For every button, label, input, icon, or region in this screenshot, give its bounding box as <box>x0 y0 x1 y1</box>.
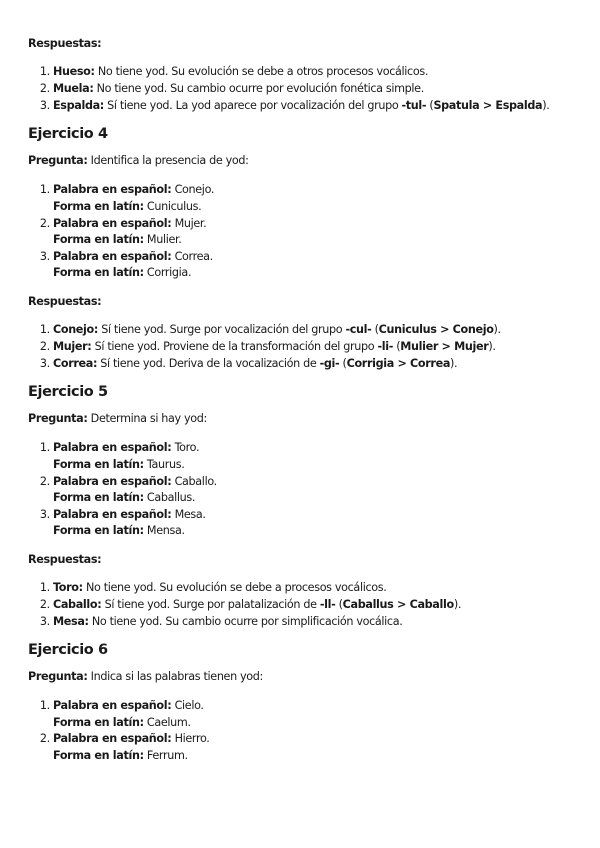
answer-term: Mesa: <box>53 614 89 628</box>
answer-text: ( <box>393 339 401 353</box>
spanish-label: Palabra en español: <box>53 699 172 713</box>
latin-value: Mensa. <box>143 524 185 538</box>
list-item <box>53 98 576 115</box>
answer-text: No tiene yod. Su evolución se debe a otros procesos vocálicos. <box>94 65 429 78</box>
answer-text: ( <box>339 356 347 370</box>
answer-derivation: Cuniculus > Conejo <box>378 322 494 336</box>
spanish-value: Mesa. <box>171 507 206 521</box>
list-item <box>53 249 576 282</box>
latin-label: Forma en latín: <box>53 749 144 763</box>
question-label: Pregunta: <box>28 154 88 168</box>
list-item <box>53 440 576 473</box>
list-item <box>53 356 576 373</box>
spanish-value: Conejo. <box>171 183 215 197</box>
answer-derivation: Mulier > Mujer <box>400 339 489 353</box>
answer-group: -tul- <box>401 98 427 112</box>
spanish-word <box>53 731 576 748</box>
latin-value: Corrigia. <box>143 266 192 280</box>
spanish-label: Palabra en español: <box>53 249 172 263</box>
question-label: Pregunta: <box>28 670 88 684</box>
question <box>28 411 576 427</box>
exercise-title: Ejercicio 5 <box>28 384 108 401</box>
list-item <box>53 81 576 98</box>
question-text: Determina si hay yod: <box>87 412 207 426</box>
latin-label: Forma en latín: <box>53 491 144 505</box>
exercise-title: Ejercicio 6 <box>28 642 108 659</box>
question <box>28 153 576 169</box>
question-label: Pregunta: <box>28 412 88 426</box>
answer-term: Muela: <box>53 81 94 95</box>
list-item <box>53 580 576 597</box>
latin-word <box>53 748 576 765</box>
latin-label: Forma en latín: <box>53 266 144 280</box>
list-item <box>53 507 576 540</box>
answer-group: -ll- <box>319 597 336 611</box>
answer-text: ). <box>453 597 462 611</box>
spanish-value: Toro. <box>171 441 200 455</box>
document-page <box>28 30 576 765</box>
answer-text: ( <box>371 322 379 336</box>
latin-label: Forma en latín: <box>53 199 144 213</box>
list-item <box>53 216 576 249</box>
answer-term: Toro: <box>53 580 83 594</box>
list-item <box>53 614 576 631</box>
question-text: Indica si las palabras tienen yod: <box>87 670 263 684</box>
spanish-word <box>53 182 576 199</box>
answers-label: Respuestas: <box>28 552 102 566</box>
spanish-value: Cielo. <box>171 699 204 713</box>
answer-text: ). <box>488 339 496 353</box>
answer-group: -gi- <box>319 356 340 370</box>
spanish-word <box>53 698 576 715</box>
list-item <box>53 698 576 731</box>
answer-term: Correa: <box>53 356 98 370</box>
answers-list <box>28 64 576 114</box>
list-item <box>53 322 576 339</box>
latin-word <box>53 490 576 507</box>
answer-text: Sí tiene yod. Surge por vocalización del grupo <box>98 322 346 336</box>
latin-value: Ferrum. <box>143 749 188 763</box>
spanish-label: Palabra en español: <box>53 183 172 197</box>
latin-word <box>53 265 576 282</box>
answer-text: No tiene yod. Su cambio ocurre por simplificación vocálica. <box>88 614 403 628</box>
answer-text: No tiene yod. Su evolución se debe a procesos vocálicos. <box>82 580 387 594</box>
latin-label: Forma en latín: <box>53 457 144 471</box>
spanish-label: Palabra en español: <box>53 732 172 746</box>
answer-term: Espalda: <box>53 98 104 112</box>
answer-term: Hueso: <box>53 65 95 78</box>
answers-list <box>28 580 576 630</box>
latin-word <box>53 457 576 474</box>
answer-text: No tiene yod. Su cambio ocurre por evolución fonética simple. <box>93 81 424 95</box>
latin-label: Forma en latín: <box>53 233 144 247</box>
latin-word <box>53 232 576 249</box>
answers-label: Respuestas: <box>28 37 102 50</box>
answer-text: Sí tiene yod. Surge por palatalización de <box>101 597 320 611</box>
spanish-word <box>53 507 576 524</box>
question <box>28 669 576 685</box>
spanish-word <box>53 440 576 457</box>
spanish-label: Palabra en español: <box>53 474 172 488</box>
spanish-value: Hierro. <box>171 732 210 746</box>
answer-term: Caballo: <box>53 597 102 611</box>
latin-value: Cuniculus. <box>143 199 202 213</box>
answer-term: Conejo: <box>53 322 98 336</box>
spanish-word <box>53 474 576 491</box>
answer-text: Sí tiene yod. Deriva de la vocalización de <box>97 356 320 370</box>
latin-label: Forma en latín: <box>53 524 144 538</box>
answer-derivation: Caballus > Caballo <box>342 597 454 611</box>
latin-label: Forma en latín: <box>53 715 144 729</box>
question-text: Identifica la presencia de yod: <box>87 154 249 168</box>
latin-value: Mulier. <box>143 233 182 247</box>
latin-value: Caelum. <box>143 715 191 729</box>
answer-text: ). <box>493 322 501 336</box>
answer-term: Mujer: <box>53 339 92 353</box>
spanish-word <box>53 216 576 233</box>
answer-group: -li- <box>377 339 393 353</box>
word-list <box>28 440 576 540</box>
latin-word <box>53 523 576 540</box>
spanish-label: Palabra en español: <box>53 216 172 230</box>
answer-text: ( <box>426 98 434 112</box>
latin-word <box>53 715 576 732</box>
answer-derivation: Corrigia > Correa <box>346 356 451 370</box>
spanish-value: Correa. <box>171 249 213 263</box>
list-item <box>53 731 576 764</box>
answer-derivation: Spatula > Espalda <box>433 98 543 112</box>
spanish-word <box>53 249 576 266</box>
answer-group: -cul- <box>345 322 372 336</box>
word-list <box>28 182 576 282</box>
answer-text: Sí tiene yod. Proviene de la transformación del grupo <box>91 339 378 353</box>
answer-text: Sí tiene yod. La yod aparece por vocalización del grupo <box>103 98 402 112</box>
answer-text: ). <box>542 98 550 112</box>
spanish-label: Palabra en español: <box>53 441 172 455</box>
latin-value: Taurus. <box>143 457 185 471</box>
list-item <box>53 339 576 356</box>
list-item <box>53 597 576 614</box>
spanish-value: Mujer. <box>171 216 207 230</box>
answer-text: ( <box>335 597 343 611</box>
latin-word <box>53 199 576 216</box>
spanish-value: Caballo. <box>171 474 217 488</box>
list-item <box>53 474 576 507</box>
exercise-title: Ejercicio 4 <box>28 126 108 143</box>
latin-value: Caballus. <box>143 491 196 505</box>
answer-text: ). <box>450 356 458 370</box>
answers-list <box>28 322 576 372</box>
spanish-label: Palabra en español: <box>53 507 172 521</box>
list-item <box>53 182 576 215</box>
word-list <box>28 698 576 764</box>
list-item <box>53 64 576 81</box>
answers-label: Respuestas: <box>28 294 102 308</box>
